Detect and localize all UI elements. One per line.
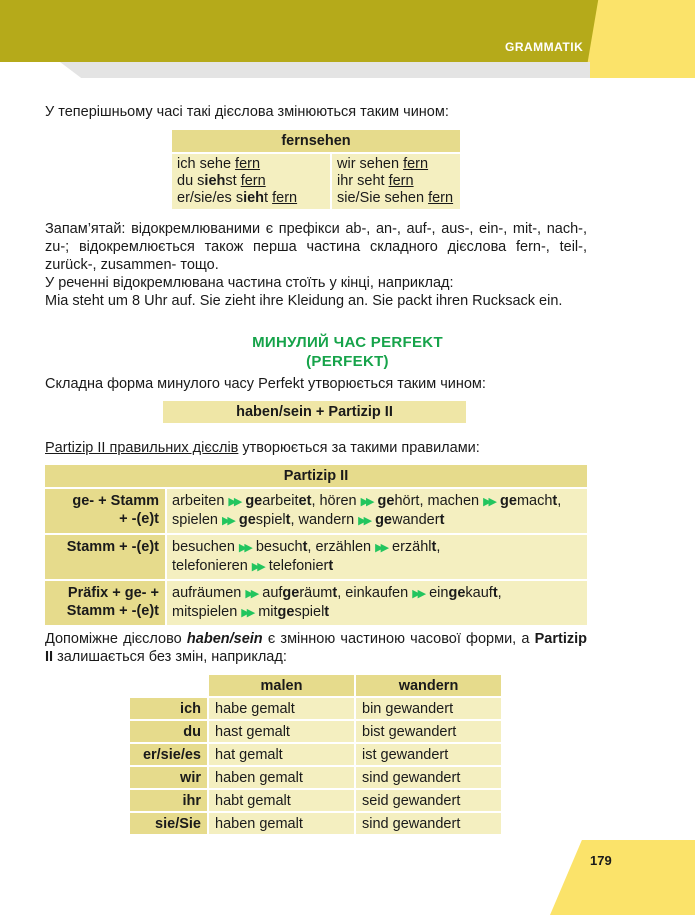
partizip-row	[45, 489, 587, 533]
conjugation-row	[130, 813, 501, 834]
double-arrow-icon: ▶▶	[245, 588, 257, 600]
fernsehen-title: fernsehen	[172, 130, 460, 152]
pronoun: sie/Sie	[130, 813, 207, 834]
partizip-row	[45, 581, 587, 625]
header-corner	[585, 0, 695, 78]
double-arrow-icon: ▶▶	[358, 515, 370, 527]
perfect-intro: Складна форма минулого часу Perfekt утворюється таким чином:	[45, 376, 486, 392]
conj-wir: wir sehen fern	[337, 156, 429, 172]
rule-label: ge- + Stamm + -(e)t	[45, 489, 165, 533]
section-label: GRAMMATIK	[505, 40, 584, 54]
perfect-heading: МИНУЛИЙ ЧАС PERFEKT (PERFEKT)	[252, 334, 443, 370]
wandern-form: bin gewandert	[356, 698, 501, 719]
double-arrow-icon: ▶▶	[228, 496, 240, 508]
intro-text: У теперішньому часі такі дієслова змінюються таким чином:	[45, 104, 449, 120]
malen-form: haben gemalt	[209, 767, 354, 788]
conj-du: du siehst fern	[177, 173, 266, 189]
page-number-shape	[550, 840, 695, 915]
malen-form: haben gemalt	[209, 813, 354, 834]
double-arrow-icon: ▶▶	[221, 515, 233, 527]
malen-form: hast gemalt	[209, 721, 354, 742]
fernsehen-table	[170, 128, 462, 211]
pronoun: ihr	[130, 790, 207, 811]
malen-form: hat gemalt	[209, 744, 354, 765]
perfect-formula: haben/sein + Partizip II	[163, 401, 466, 423]
double-arrow-icon: ▶▶	[251, 561, 263, 573]
double-arrow-icon: ▶▶	[483, 496, 495, 508]
remember-example: Mia steht um 8 Uhr auf. Sie zieht ihre Kleidung an. Sie packt ihren Rucksack ein.	[45, 293, 563, 309]
wandern-form: bist gewandert	[356, 721, 501, 742]
wandern-form: sind gewandert	[356, 767, 501, 788]
partizip-table	[43, 463, 589, 627]
wandern-form: sind gewandert	[356, 813, 501, 834]
rule-examples: aufräumen ▶▶ aufgeräumt, einkaufen ▶▶ eingekauft, mitspielen ▶▶ mitgespielt	[167, 581, 587, 625]
conj-ihr: ihr seht fern	[337, 173, 414, 189]
double-arrow-icon: ▶▶	[375, 542, 387, 554]
page-number: 179	[590, 853, 612, 868]
double-arrow-icon: ▶▶	[360, 496, 372, 508]
double-arrow-icon: ▶▶	[241, 607, 253, 619]
conjugation-row	[130, 721, 501, 742]
blank-header	[130, 675, 207, 696]
malen-form: habe gemalt	[209, 698, 354, 719]
auxiliary-text: Допоміжне дієслово haben/sein є змінною частиною часової форми, а Partizip II залишається без змін, наприклад:	[45, 631, 587, 665]
conj-er: er/sie/es sieht fern	[177, 190, 298, 206]
rules-intro: Partizip II правильних дієслів утворюється за такими правилами:	[45, 440, 480, 456]
rule-examples: arbeiten ▶▶ gearbeitet, hören ▶▶ gehört, machen ▶▶ gemacht, spielen ▶▶ gespielt, wandern ▶▶ gewandert	[167, 489, 587, 533]
double-arrow-icon: ▶▶	[412, 588, 424, 600]
conjugation-row	[130, 790, 501, 811]
malen-header: malen	[209, 675, 354, 696]
pronoun: ich	[130, 698, 207, 719]
conjugation-row	[130, 698, 501, 719]
wandern-form: ist gewandert	[356, 744, 501, 765]
pronoun: wir	[130, 767, 207, 788]
conjugation-row	[130, 767, 501, 788]
partizip-row	[45, 535, 587, 579]
conj-sie: sie/Sie sehen fern	[337, 190, 454, 206]
rule-examples: besuchen ▶▶ besucht, erzählen ▶▶ erzählt, telefonieren ▶▶ telefoniert	[167, 535, 587, 579]
pronoun: du	[130, 721, 207, 742]
pronoun: er/sie/es	[130, 744, 207, 765]
fernsehen-plural	[332, 154, 460, 209]
conj-ich: ich sehe fern	[177, 156, 261, 172]
header-stripe	[60, 62, 590, 78]
remember-text: Запам’ятай: відокремлюваними є префікси ab-, an-, auf-, aus-, ein-, mit-, nach-, zu-; відокремлюється також перша частина складного дієслова fern-, teil-, zurück-, zusammen- тощо.	[45, 221, 587, 273]
rule-label: Stamm + -(e)t	[45, 535, 165, 579]
remember-paragraph	[45, 220, 587, 310]
malen-form: habt gemalt	[209, 790, 354, 811]
conjugation-table	[128, 673, 503, 836]
remember-note: У реченні відокремлювана частина стоїть у кінці, наприклад:	[45, 275, 454, 291]
conjugation-row	[130, 744, 501, 765]
fernsehen-singular	[172, 154, 330, 209]
wandern-form: seid gewandert	[356, 790, 501, 811]
rule-label: Präfix + ge- + Stamm + -(e)t	[45, 581, 165, 625]
double-arrow-icon: ▶▶	[238, 542, 250, 554]
wandern-header: wandern	[356, 675, 501, 696]
partizip-title: Partizip II	[45, 465, 587, 487]
